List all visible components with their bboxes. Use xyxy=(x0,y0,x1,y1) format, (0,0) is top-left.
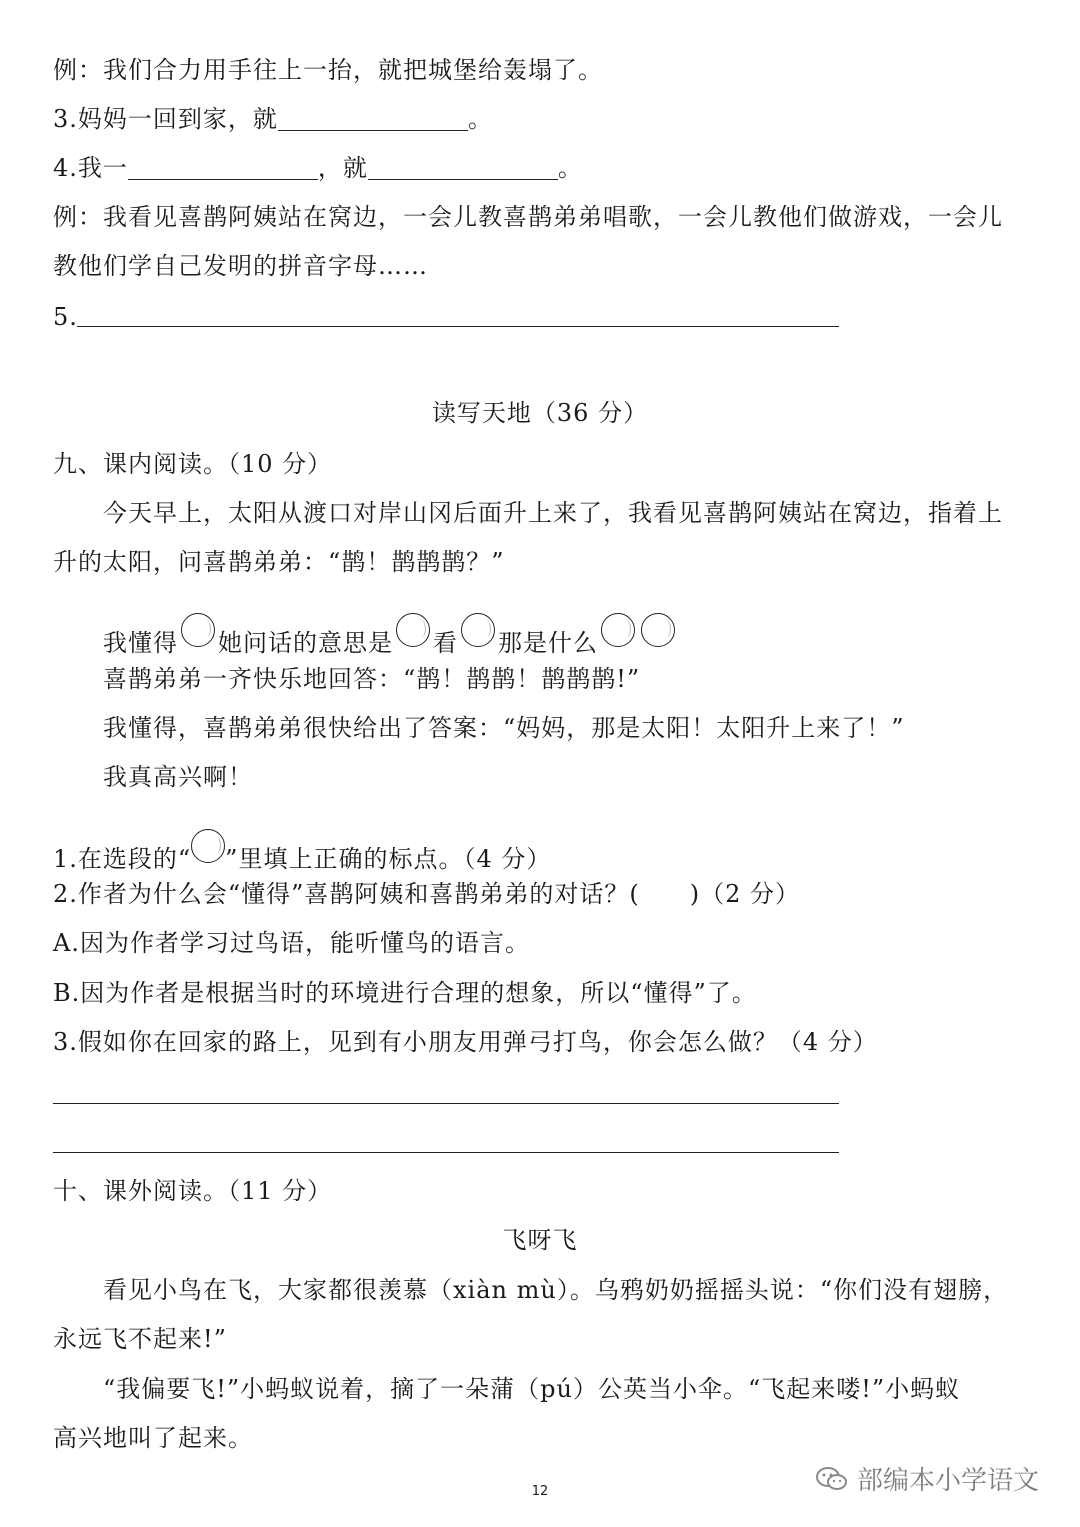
story-title: 飞呀飞 xyxy=(502,1226,578,1254)
option-a: A.因为作者学习过鸟语，能听懂鸟的语言。 xyxy=(53,929,530,957)
question-nine-2: 2.作者为什么会“懂得”喜鹊阿姨和喜鹊弟弟的对话？( )（2 分） xyxy=(53,880,801,908)
answer-line[interactable] xyxy=(53,1103,839,1104)
answer-blank[interactable] xyxy=(368,155,558,180)
passage-nine-line-2: 升的太阳，问喜鹊弟弟：“鹊！鹊鹊鹊？” xyxy=(53,548,505,576)
punctuation-circle xyxy=(191,829,225,863)
question-3-suffix: 。 xyxy=(467,105,493,133)
punctuation-circle[interactable] xyxy=(641,613,675,647)
passage-text: 那是什么 xyxy=(498,629,598,657)
story-line-1: 看见小鸟在飞，大家都很羡慕（xiàn mù）。乌鸦奶奶摇摇头说：“你们没有翅膀， xyxy=(103,1276,1009,1304)
question-3-prefix: 3.妈妈一回到家，就 xyxy=(53,105,278,133)
answer-blank[interactable] xyxy=(278,106,468,131)
section-title: 读写天地（36 分） xyxy=(431,399,649,427)
answer-line[interactable] xyxy=(53,1152,839,1153)
punctuation-circle[interactable] xyxy=(396,613,430,647)
story-line-4: 高兴地叫了起来。 xyxy=(53,1424,253,1452)
example-sentence-2-line-2: 教他们学自己发明的拼音字母…… xyxy=(53,252,428,280)
question-nine-3: 3.假如你在回家的路上，见到有小朋友用弹弓打鸟，你会怎么做？（4 分） xyxy=(53,1028,878,1056)
question-4-suffix: 。 xyxy=(557,154,583,182)
answer-line[interactable] xyxy=(77,326,839,327)
watermark xyxy=(815,1460,1039,1497)
section-ten-title: 十、课外阅读。（11 分） xyxy=(53,1177,333,1205)
wechat-icon xyxy=(815,1465,849,1493)
example-sentence-1: 例：我们合力用手往上一抬，就把城堡给轰塌了。 xyxy=(53,56,603,84)
passage-nine-line-6: 我真高兴啊！ xyxy=(103,763,253,791)
question-5: 5. xyxy=(53,303,78,331)
punctuation-circle[interactable] xyxy=(601,613,635,647)
example-sentence-2-line-1: 例：我看见喜鹊阿姨站在窝边，一会儿教喜鹊弟弟唱歌，一会儿教他们做游戏，一会儿 xyxy=(53,203,1003,231)
question-text: ”里填上正确的标点。（4 分） xyxy=(225,845,552,873)
section-nine-title: 九、课内阅读。（10 分） xyxy=(53,450,333,478)
question-nine-1 xyxy=(53,829,551,874)
question-4-prefix: 4.我一 xyxy=(53,154,128,182)
passage-text: 她问话的意思是 xyxy=(218,629,393,657)
story-line-3: “我偏要飞!”小蚂蚁说着，摘了一朵蒲（pú）公英当小伞。“飞起来喽!”小蚂蚁 xyxy=(103,1375,961,1403)
passage-text: 我懂得 xyxy=(103,629,178,657)
passage-nine-line-1: 今天早上，太阳从渡口对岸山冈后面升上来了，我看见喜鹊阿姨站在窝边，指着上 xyxy=(103,499,1003,527)
question-3 xyxy=(53,104,493,134)
question-4-mid: ，就 xyxy=(317,154,368,182)
watermark-text: 部编本小学语文 xyxy=(857,1466,1040,1496)
punctuation-circle[interactable] xyxy=(181,613,215,647)
passage-nine-line-4: 喜鹊弟弟一齐快乐地回答：“鹊！鹊鹊！鹊鹊鹊!” xyxy=(103,665,641,693)
page-number: 12 xyxy=(531,1484,549,1499)
punctuation-circle[interactable] xyxy=(461,613,495,647)
passage-nine-line-5: 我懂得，喜鹊弟弟很快给出了答案：“妈妈，那是太阳！太阳升上来了！” xyxy=(103,714,905,742)
story-line-2: 永远飞不起来!” xyxy=(53,1325,227,1353)
option-b: B.因为作者是根据当时的环境进行合理的想象，所以“懂得”了。 xyxy=(53,979,757,1007)
passage-nine-circles-line xyxy=(103,613,678,658)
passage-text: 看 xyxy=(433,629,458,657)
answer-blank[interactable] xyxy=(128,155,318,180)
question-text: 1.在选段的“ xyxy=(53,845,192,873)
question-4 xyxy=(53,153,583,183)
